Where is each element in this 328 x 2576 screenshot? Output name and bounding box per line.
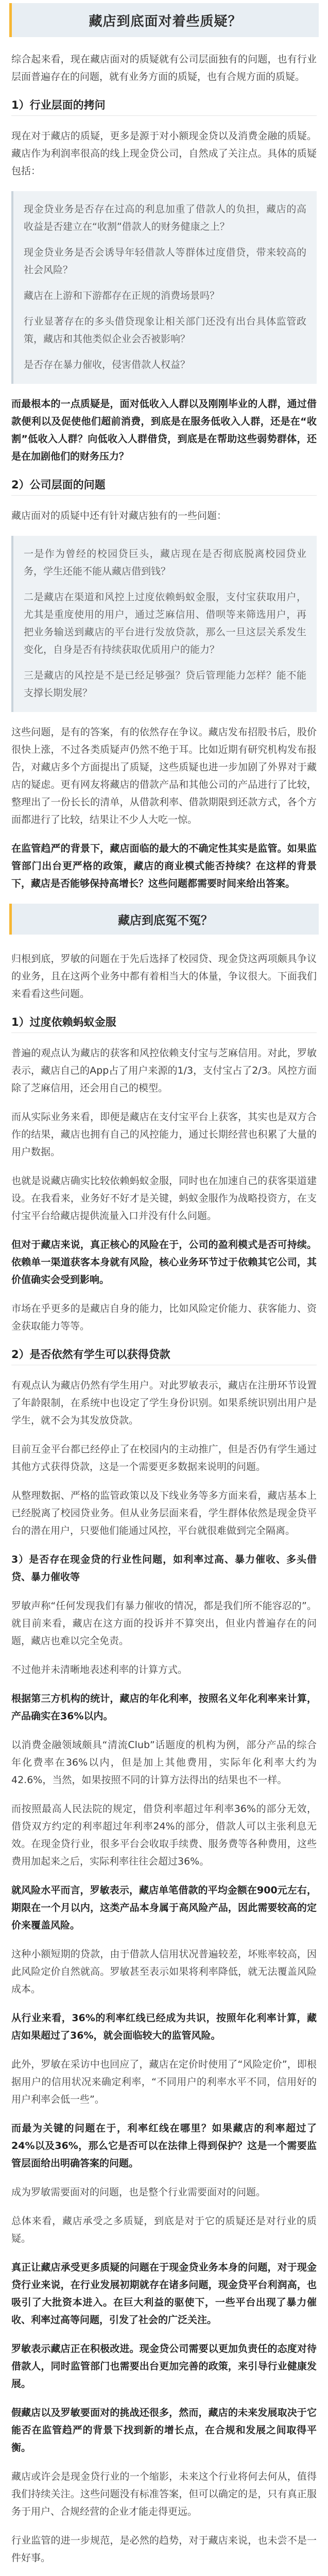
paragraph: 这种小额短期的贷款，由于借款人信用状况普遍较差，坏账率较高，因此风险定价自然就高。罗敏甚至表示如果将利率降低，就无法覆盖风险成本。 xyxy=(11,1948,317,1995)
bold-paragraph: 真正让藏店承受更多质疑的问题在于现金贷业务本身的问题，对于现金贷行业来说，在行业发展初期就存在诸多问题，现金贷平台利润高，也吸引了大批资本进入。在巨大利益的驱使下，一些平台出现了暴力催收、利率过高等问题，引发了社会的广泛关注。 xyxy=(11,2262,317,2326)
paragraph: 普遍的观点认为藏店的获客和风控依赖支付宝与芝麻信用。对此，罗敏表示，藏店自己的App占了用户来源的1/3，支付宝占了2/3。风控方面除了芝麻信用，还会用自己的模型。 xyxy=(11,1047,317,1094)
paragraph: 此外，罗敏在采访中也回应了，藏店在定价时使用了“风险定价”，即根据用户的信用状况来确定利率，“不同用户的利率水平不同，信用好的用户利率会低一些”。 xyxy=(11,2059,317,2105)
section-title: 藏店到底面对着些质疑？ xyxy=(89,13,242,29)
paragraph: 而按照最高人民法院的规定，借贷利率超过年利率36%的部分无效，借贷双方约定的利率超过年利率24%的部分，借款人可以主张利息无效。在现金贷行业，很多平台会收取手续费、服务费等各种费用，这些费用加起来之后，实际利率往往会超过36%。 xyxy=(11,1803,317,1867)
bold-paragraph: 就风险水平而言，罗敏表示，藏店单笔借款的平均金额在900元左右，期限在一个月以内，这类产品本身属于高风险产品，因此需要较高的定价来覆盖风险。 xyxy=(11,1885,317,1931)
quote-item: 三是藏店的风控是不是已经足够强？贷后管理能力怎样？能不能支撑长期发展？ xyxy=(24,670,306,699)
paragraph: 有观点认为藏店仍然有学生用户。对此罗敏表示，藏店在注册环节设置了年龄限制，在系统中也设定了学生身份识别。如果系统识别出用户是学生，就不会为其发放贷款。 xyxy=(11,1380,317,1426)
paragraph: 藏店或许会是现金贷行业的一个缩影，未来这个行业将何去何从，值得我们持续关注。这些问题没有标准答案，但可以确定的是，只有真正服务于用户、合规经营的企业才能走得更远。 xyxy=(11,2471,317,2517)
paragraph: 从整理数据、严格的监管政策以及下线业务等多方面来看，藏店基本上已经脱离了校园贷业务。但从业务层面来看，学生群体依然是现金贷平台的潜在用户，只要他们能通过风控，平台就很难做到完全隔离。 xyxy=(11,1490,317,1536)
paragraph: 藏店面对的质疑中还有针对藏店独有的一些问题： xyxy=(11,510,227,521)
paragraph: 以消费金融领域颇具“清流Club”话题度的机构为例，部分产品的综合年化费率在36%以内，但是加上其他费用，实际年化利率大约为42.6%，当然，如果按照不同的计算方法得出的结果也不一样。 xyxy=(11,1739,317,1786)
paragraph: 总体来看，藏店承受之多质疑，到底是对于它的质疑还是对行业的质疑。 xyxy=(11,2215,317,2244)
paragraph: 市场在乎更多的是藏店自身的能力，比如风险定价能力、获客能力、资金获取能力等等。 xyxy=(11,1303,317,1332)
quote-block xyxy=(11,536,317,712)
section-body-1 xyxy=(0,50,328,892)
subheading: 2）公司层面的问题 xyxy=(11,477,317,496)
paragraph: 归根到底，罗敏的问题在于先后选择了校园贷、现金贷这两项颇具争议的业务，且在这两个业务中都有着相当大的体量，争议很大。下面我们来看看这些问题。 xyxy=(11,953,317,999)
bold-paragraph: 假藏店以及罗敏要面对的挑战还很多，然而，藏店的未来发展取决于它能否在监管趋严的背景下找到新的增长点，在合规和发展之间取得平衡。 xyxy=(11,2407,317,2453)
quote-block xyxy=(11,191,317,384)
paragraph: 行业监管的进一步规范，是必然的趋势，对于藏店来说，也未尝不是一件好事。 xyxy=(11,2535,317,2564)
bold-paragraph: 罗敏表示藏店正在积极改进。现金贷公司需要以更加负责任的态度对待借款人，同时监管部门也需要出台更加完善的政策，来引导行业健康发展。 xyxy=(11,2343,317,2389)
paragraph: 也就是说藏店确实比较依赖蚂蚁金服，同时也在加速自己的获客渠道建设。在我看来，业务好不好才是关键，蚂蚁金服作为战略投资方，在支付宝平台给藏店提供流量入口并没有什么问题。 xyxy=(11,1175,317,1222)
quote-item: 二是藏店在渠道和风控上过度依赖蚂蚁金服，支付宝获取用户，尤其是重度使用的用户，通过芝麻信用、借呗等来筛选用户，再把业务输送到藏店的平台进行发放贷款，那么一旦这层关系发生变化，自身是否有持续获取优质用户的能力？ xyxy=(24,591,306,655)
paragraph: 综合起来看，现在藏店面对的质疑就有公司层面独有的问题，也有行业层面普遍存在的问题，就有业务方面的质疑，也有合规方面的质疑。 xyxy=(11,54,317,82)
quote-item: 是否存在暴力催收，侵害借款人权益？ xyxy=(24,359,191,370)
paragraph: 成为罗敏需要面对的问题，也是整个行业需要面对的问题。 xyxy=(11,2187,266,2198)
quote-item: 现金贷业务是否会诱导年轻借款人等群体过度借贷，带来较高的社会风险？ xyxy=(24,247,306,276)
section-title-bar xyxy=(9,904,319,935)
bold-paragraph: 而最根本的一点质疑是，面对低收入人群以及刚刚毕业的人群，通过借款便利以及促使他们超前消费，到底是在服务低收入人群，还是在“收割”低收入人群？向低收入人群借贷，到底是在帮助这些弱势群体，还是在加剧他们的财务压力？ xyxy=(11,398,317,462)
section-title: 藏店到底冤不冤？ xyxy=(118,913,213,927)
section-title-bar xyxy=(9,3,319,37)
bold-paragraph: 3）是否存在现金贷的行业性问题，如利率过高、暴力催收、多头借贷、暴力催收等 xyxy=(11,1554,317,1583)
paragraph: 目前互金平台都已经停止了在校园内的主动推广，但是否仍有学生通过其他方式获得贷款，这是一个需要更多数据来说明的问题。 xyxy=(11,1444,317,1472)
bold-paragraph: 从行业来看，36%的利率红线已经成为共识，按照年化利率计算，藏店如果超过了36%，就会面临较大的监管风险。 xyxy=(11,2012,317,2041)
paragraph: 罗敏声称“任何发现我们有暴力催收的情况，都是我们所不能容忍的”。就目前来看，藏店在这方面的投诉并不算突出，但业内普遍存在的问题，藏店也难以完全免责。 xyxy=(11,1600,317,1647)
paragraph: 而从实际业务来看，即便是藏店在支付宝平台上获客，其实也是双方合作的结果，藏店也拥有自己的风控能力，通过长期经营也积累了大量的用户数据。 xyxy=(11,1111,317,1158)
paragraph: 不过他并未清晰地表述利率的计算方式。 xyxy=(11,1664,188,1675)
quote-item: 一是作为曾经的校园贷巨头，藏店现在是否彻底脱离校园贷业务，学生还能不能从藏店借到钱？ xyxy=(24,548,306,577)
bold-paragraph: 而最为关键的问题在于，利率红线在哪里？如果藏店的利率超过了24%以及36%，那么它是否可以在法律上得到保护？这是一个需要监管层面给出明确答案的问题。 xyxy=(11,2123,317,2169)
section-body-2 xyxy=(0,950,328,2576)
bold-paragraph: 在监管趋严的背景下，藏店面临的最大的不确定性其实是监管。如果监管部门出台更严格的政策，藏店的商业模式能否持续？在这样的背景下，藏店是否能够保持高增长？这些问题都需要时间来给出答案。 xyxy=(11,843,317,889)
quote-item: 藏店在上游和下游都存在正规的消费场景吗？ xyxy=(24,290,220,301)
bold-paragraph: 根据第三方机构的统计，藏店的年化利率，按照名义年化利率来计算，产品确实在36%以内。 xyxy=(11,1693,317,1722)
subheading: 1）过度依赖蚂蚁金服 xyxy=(11,1014,317,1033)
paragraph: 现在对于藏店的质疑，更多是源于对小额现金贷以及消费金融的质疑。藏店作为利润率很高的线上现金贷公司，自然成了关注点。具体的质疑包括： xyxy=(11,130,317,177)
quote-item: 现金贷业务是否存在过高的利息加重了借款人的负担，藏店的高收益是否建立在“收割”借款人的财务健康之上？ xyxy=(24,204,306,232)
subheading: 1）行业层面的拷问 xyxy=(11,97,317,116)
quote-item: 行业显著存在的多头借贷现象让相关部门还没有出台具体监管政策，藏店和其他类似企业会否被影响？ xyxy=(24,316,306,345)
paragraph: 这些问题，是有的答案，有的依然存在争议。藏店发布招股书后，股价很快上涨，不过各类质疑声仍然不绝于耳。比如近期有研究机构发布报告，对藏店多个方面提出了质疑，这些质疑也进一步加剧了外界对于藏店的疑虑。更有网友将藏店的借款产品和其他公司的产品进行了比较，整理出了一份长长的清单，从借款利率、借款期限到还款方式，各个方面都进行了比较，结果让不少人大吃一惊。 xyxy=(11,726,317,825)
subheading: 2）是否依然有学生可以获得贷款 xyxy=(11,1346,317,1365)
bold-paragraph: 但对于藏店来说，真正核心的风险在于，公司的盈利模式是否可持续。依赖单一渠道获客本身就有风险，核心业务环节过于依赖其它公司，其价值确实会受到影响。 xyxy=(11,1239,317,1285)
